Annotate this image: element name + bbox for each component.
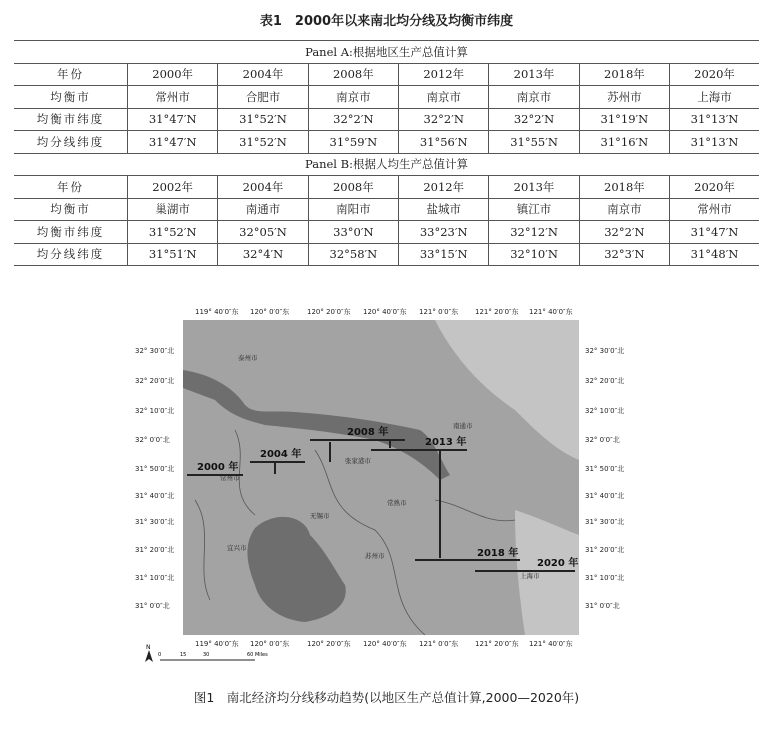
table-cell: 31°47′N bbox=[670, 221, 759, 244]
bottom-axis-label-4: 121° 0′0″东 bbox=[419, 640, 459, 648]
latitude-table bbox=[14, 40, 759, 266]
left-axis-label-8: 31° 10′0″北 bbox=[135, 574, 175, 582]
city-shanghai: 上海市 bbox=[520, 572, 540, 580]
table-cell: 31°52′N bbox=[218, 108, 308, 131]
table-cell: 南京市 bbox=[579, 198, 669, 221]
row-header: 均衡市纬度 bbox=[14, 108, 128, 131]
bottom-axis-label-3: 120° 40′0″东 bbox=[363, 640, 407, 648]
table-row bbox=[14, 131, 759, 154]
left-axis-label-6: 31° 30′0″北 bbox=[135, 518, 175, 526]
table-cell: 南京市 bbox=[308, 86, 398, 109]
top-axis-label-2: 120° 20′0″东 bbox=[307, 308, 351, 316]
scale-0: 0 bbox=[158, 652, 162, 658]
city-yixing: 宜兴市 bbox=[227, 544, 247, 552]
scale-bar bbox=[158, 652, 268, 660]
table-cell: 2002年 bbox=[128, 176, 218, 199]
table-cell: 2004年 bbox=[218, 63, 308, 86]
top-axis-label-0: 119° 40′0″东 bbox=[195, 308, 239, 316]
table-cell: 常州市 bbox=[670, 198, 759, 221]
table-cell: 32°2′N bbox=[579, 221, 669, 244]
city-changzhou: 常州市 bbox=[220, 474, 240, 482]
year-label-2004: 2004 年 bbox=[260, 449, 302, 460]
bottom-axis-labels bbox=[195, 639, 573, 648]
left-axis-label-0: 32° 30′0″北 bbox=[135, 347, 175, 355]
city-wuxi: 无锡市 bbox=[310, 512, 330, 520]
year-label-2000: 2000 年 bbox=[197, 462, 239, 473]
table-cell: 盐城市 bbox=[399, 198, 489, 221]
top-axis-label-1: 120° 0′0″东 bbox=[250, 308, 290, 316]
city-changshu: 常熟市 bbox=[387, 499, 407, 507]
left-axis-label-2: 32° 10′0″北 bbox=[135, 407, 175, 415]
year-label-2013: 2013 年 bbox=[425, 437, 467, 448]
table-row bbox=[14, 243, 759, 266]
table-cell: 2018年 bbox=[579, 176, 669, 199]
table-cell: 31°19′N bbox=[579, 108, 669, 131]
figure-caption: 图1 南北经济均分线移动趋势(以地区生产总值计算,2000—2020年) bbox=[193, 690, 580, 705]
table-cell: 31°59′N bbox=[308, 131, 398, 154]
table-cell: 2008年 bbox=[308, 63, 398, 86]
year-label-2008: 2008 年 bbox=[347, 427, 389, 438]
table-cell: 2013年 bbox=[489, 63, 579, 86]
table-cell: 32°10′N bbox=[489, 243, 579, 266]
top-axis-label-5: 121° 20′0″东 bbox=[475, 308, 519, 316]
bottom-axis-label-2: 120° 20′0″东 bbox=[307, 640, 351, 648]
table-cell: 32°2′N bbox=[308, 108, 398, 131]
table-cell: 32°4′N bbox=[218, 243, 308, 266]
table-cell: 2018年 bbox=[579, 63, 669, 86]
table-cell: 32°05′N bbox=[218, 221, 308, 244]
table-cell: 合肥市 bbox=[218, 86, 308, 109]
right-axis-label-1: 32° 20′0″北 bbox=[585, 377, 625, 385]
table-cell: 31°52′N bbox=[218, 131, 308, 154]
right-axis-label-6: 31° 30′0″北 bbox=[585, 518, 625, 526]
table-cell: 33°0′N bbox=[308, 221, 398, 244]
top-axis-label-4: 121° 0′0″东 bbox=[419, 308, 459, 316]
row-header: 年份 bbox=[14, 176, 128, 199]
table-caption: 表1 2000年以来南北均分线及均衡市纬度 bbox=[259, 14, 514, 29]
table-cell: 2012年 bbox=[399, 176, 489, 199]
right-axis-label-9: 31° 0′0″北 bbox=[585, 602, 620, 610]
north-label: N bbox=[146, 644, 151, 651]
city-zhangjiagang: 张家港市 bbox=[345, 457, 371, 465]
year-label-2018: 2018 年 bbox=[477, 548, 519, 559]
bottom-axis-label-6: 121° 40′0″东 bbox=[529, 640, 573, 648]
table-cell: 32°2′N bbox=[399, 108, 489, 131]
left-axis-label-3: 32° 0′0″北 bbox=[135, 436, 170, 444]
table-cell: 2008年 bbox=[308, 176, 398, 199]
panel-b-title: Panel B:根据人均生产总值计算 bbox=[14, 153, 759, 176]
table-cell: 31°48′N bbox=[670, 243, 759, 266]
table-cell: 南通市 bbox=[218, 198, 308, 221]
right-axis-label-0: 32° 30′0″北 bbox=[585, 347, 625, 355]
table-cell: 2020年 bbox=[670, 176, 759, 199]
right-axis-label-3: 32° 0′0″北 bbox=[585, 436, 620, 444]
top-axis-label-6: 121° 40′0″东 bbox=[529, 308, 573, 316]
table-cell: 32°58′N bbox=[308, 243, 398, 266]
left-axis-label-1: 32° 20′0″北 bbox=[135, 377, 175, 385]
row-header: 均衡市纬度 bbox=[14, 221, 128, 244]
left-axis-labels bbox=[135, 346, 174, 610]
table-cell: 2012年 bbox=[399, 63, 489, 86]
bottom-axis-label-5: 121° 20′0″东 bbox=[475, 640, 519, 648]
panel-b bbox=[14, 153, 759, 266]
panel-a-title: Panel A:根据地区生产总值计算 bbox=[14, 41, 759, 64]
row-header: 均衡市 bbox=[14, 198, 128, 221]
table-cell: 常州市 bbox=[128, 86, 218, 109]
table-cell: 南阳市 bbox=[308, 198, 398, 221]
table-row bbox=[14, 86, 759, 109]
table-row bbox=[14, 221, 759, 244]
table-cell: 31°13′N bbox=[670, 108, 759, 131]
right-axis-label-2: 32° 10′0″北 bbox=[585, 407, 625, 415]
right-axis-label-7: 31° 20′0″北 bbox=[585, 546, 625, 554]
table-cell: 31°56′N bbox=[399, 131, 489, 154]
table-cell: 2020年 bbox=[670, 63, 759, 86]
table-cell: 32°12′N bbox=[489, 221, 579, 244]
year-label-2020: 2020 年 bbox=[537, 558, 579, 569]
top-axis-label-3: 120° 40′0″东 bbox=[363, 308, 407, 316]
north-arrow-icon bbox=[145, 644, 153, 662]
table-cell: 31°55′N bbox=[489, 131, 579, 154]
row-header: 年份 bbox=[14, 63, 128, 86]
table-cell: 南京市 bbox=[399, 86, 489, 109]
table-cell: 33°23′N bbox=[399, 221, 489, 244]
left-axis-label-5: 31° 40′0″北 bbox=[135, 492, 175, 500]
bottom-axis-label-1: 120° 0′0″东 bbox=[250, 640, 290, 648]
row-header: 均衡市 bbox=[14, 86, 128, 109]
table-cell: 2000年 bbox=[128, 63, 218, 86]
row-header: 均分线纬度 bbox=[14, 131, 128, 154]
economic-line-map bbox=[135, 300, 635, 680]
right-axis-label-5: 31° 40′0″北 bbox=[585, 492, 625, 500]
panel-a bbox=[14, 41, 759, 154]
table-row bbox=[14, 63, 759, 86]
bottom-axis-label-0: 119° 40′0″东 bbox=[195, 640, 239, 648]
table-cell: 31°13′N bbox=[670, 131, 759, 154]
right-axis-label-4: 31° 50′0″北 bbox=[585, 465, 625, 473]
table-row bbox=[14, 108, 759, 131]
city-taizhou: 泰州市 bbox=[238, 354, 258, 362]
right-axis-label-8: 31° 10′0″北 bbox=[585, 574, 625, 582]
table-cell: 巢湖市 bbox=[128, 198, 218, 221]
top-axis-labels bbox=[195, 307, 573, 316]
left-axis-label-7: 31° 20′0″北 bbox=[135, 546, 175, 554]
table-cell: 31°47′N bbox=[128, 108, 218, 131]
row-header: 均分线纬度 bbox=[14, 243, 128, 266]
city-nantong: 南通市 bbox=[453, 422, 473, 430]
scale-60: 60 Miles bbox=[247, 652, 268, 658]
table-row bbox=[14, 198, 759, 221]
table-cell: 上海市 bbox=[670, 86, 759, 109]
scale-15: 15 bbox=[180, 652, 187, 658]
table-cell: 33°15′N bbox=[399, 243, 489, 266]
left-axis-label-4: 31° 50′0″北 bbox=[135, 465, 175, 473]
right-axis-labels bbox=[585, 346, 624, 610]
table-cell: 南京市 bbox=[489, 86, 579, 109]
table-cell: 31°47′N bbox=[128, 131, 218, 154]
table-row bbox=[14, 176, 759, 199]
table-cell: 2013年 bbox=[489, 176, 579, 199]
table-cell: 镇江市 bbox=[489, 198, 579, 221]
table-cell: 32°2′N bbox=[489, 108, 579, 131]
table-cell: 2004年 bbox=[218, 176, 308, 199]
table-cell: 苏州市 bbox=[579, 86, 669, 109]
table-cell: 31°16′N bbox=[579, 131, 669, 154]
table-cell: 31°52′N bbox=[128, 221, 218, 244]
city-suzhou: 苏州市 bbox=[365, 552, 385, 560]
table-cell: 32°3′N bbox=[579, 243, 669, 266]
scale-30: 30 bbox=[203, 652, 210, 658]
left-axis-label-9: 31° 0′0″北 bbox=[135, 602, 170, 610]
table-cell: 31°51′N bbox=[128, 243, 218, 266]
